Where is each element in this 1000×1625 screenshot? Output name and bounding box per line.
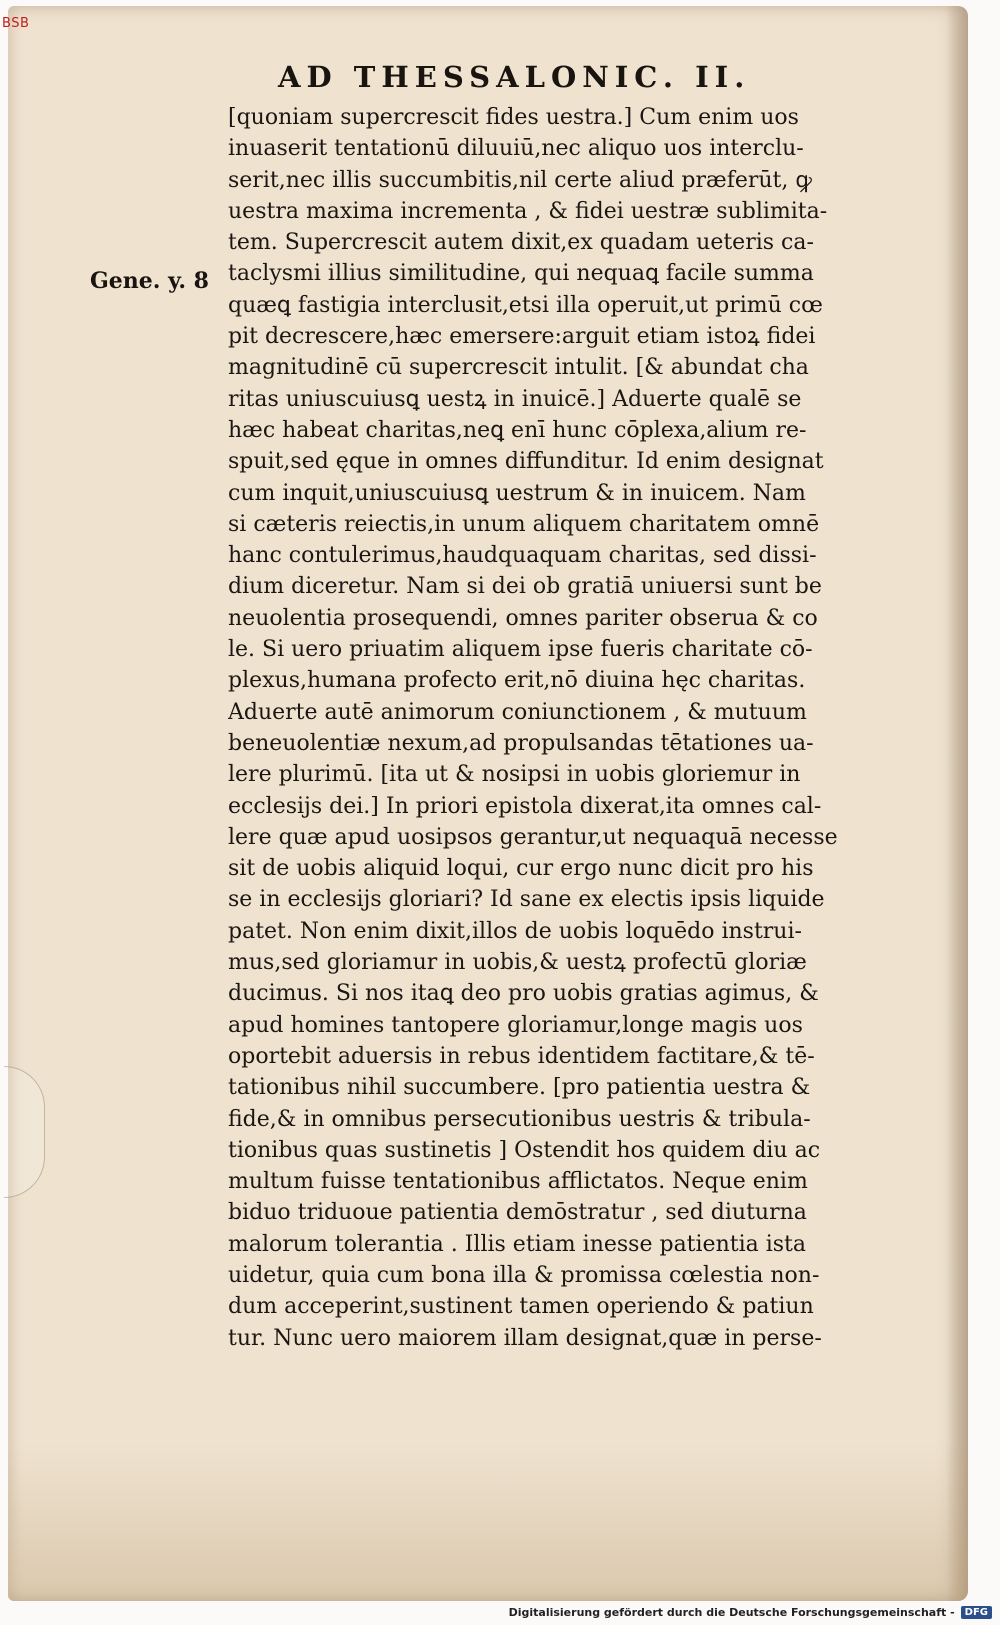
text-line: tur. Nunc uero maiorem illam designat,quæ in perse- [228,1325,822,1351]
text-line: ritas uniuscuiusꝗ uestꝝ in inuicē.] Aduerte qualē se [228,386,802,412]
text-line: lere plurimū. [ita ut & nosipsi in uobis gloriemur in [228,762,801,788]
text-line: sit de uobis aliquid loqui, cur ergo nunc dicit pro his [228,856,814,882]
text-line: ducimus. Si nos itaꝗ deo pro uobis gratias agimus, & [228,981,819,1007]
margin-note: Gene. y. 8 [90,268,209,294]
text-line: biduo triduoue patientia demōstratur , sed diuturna [228,1200,807,1226]
text-line: ecclesijs dei.] In priori epistola dixerat,ita omnes cal- [228,793,822,819]
text-line: patet. Non enim dixit,illos de uobis loquēdo instrui- [228,918,802,944]
page-stain [8,1441,968,1601]
text-line: cum inquit,uniuscuiusꝗ uestrum & in inuicem. Nam [228,480,806,506]
text-line: taclysmi illius similitudine, qui nequaꝗ facile summa [228,261,814,287]
text-line: uidetur, quia cum bona illa & promissa cœlestia non- [228,1262,820,1288]
text-line: Aduerte autē animorum coniunctionem , & mutuum [228,699,807,725]
text-line: beneuolentiæ nexum,ad propulsandas tētationes ua- [228,730,814,756]
page-edge-shadow [946,6,968,1601]
text-line: mus,sed gloriamur in uobis,& uestꝝ profectū gloriæ [228,950,807,976]
text-line: tem. Supercrescit autem dixit,ex quadam ueteris ca- [228,230,814,256]
text-line: malorum tolerantia . Illis etiam inesse patientia ista [228,1231,807,1257]
text-line: tationibus nihil succumbere. [pro patientia uestra & [228,1075,811,1101]
text-line: apud homines tantopere gloriamur,longe magis uos [228,1012,803,1038]
text-line: multum fuisse tentationibus afflictatos. Neque enim [228,1169,808,1195]
text-line: serit,nec illis succumbitis,nil certe aliud præferūt, ꝙ [228,167,812,193]
text-line: oportebit aduersis in rebus identidem factitare,& tē- [228,1043,815,1069]
text-line: hanc contulerimus,haudquaquam charitas, sed dissi- [228,543,817,569]
text-line: pit decrescere,hæc emersere:arguit etiam istoꝝ fidei [228,324,816,350]
text-line: fide,& in omnibus persecutionibus uestris & tribula- [228,1106,811,1132]
text-line: spuit,sed ęque in omnes diffunditur. Id enim designat [228,449,824,475]
text-line: dum acceperint,sustinent tamen operiendo & patiun [228,1294,814,1320]
text-line: lere quæ apud uosipsos gerantur,ut nequaquā necesse [228,824,838,850]
text-line: neuolentia prosequendi, omnes pariter obserua & co [228,605,818,631]
page-thumb-notch [4,1066,45,1198]
running-head: AD THESSALONIC. II. [278,60,751,94]
text-line: [quoniam supercrescit fides uestra.] Cum enim uos [228,105,799,130]
text-line: quæꝗ fastigia interclusit,etsi illa operuit,ut primū cœ [228,292,823,318]
library-watermark: BSB [2,16,30,31]
footer-text: Digitalisierung gefördert durch die Deutsche Forschungsgemeinschaft - [508,1605,955,1619]
text-line: si cæteris reiectis,in unum aliquem charitatem omnē [228,511,820,537]
text-line: uestra maxima incrementa , & fidei uestræ sublimita- [228,198,828,224]
digitization-footer [509,1603,992,1621]
text-line: se in ecclesijs gloriari? Id sane ex electis ipsis liquide [228,887,825,913]
text-line: inuaserit tentationū diluuiū,nec aliquo uos interclu- [228,136,804,162]
text-line: hæc habeat charitas,neꝗ enī hunc cōplexa,alium re- [228,417,807,443]
text-line: dium diceretur. Nam si dei ob gratiā uniuersi sunt be [228,574,822,600]
text-line: le. Si uero priuatim aliquem ipse fueris charitate cō- [228,637,813,663]
dfg-logo: DFG [961,1606,992,1619]
body-text [228,102,908,1354]
text-line: plexus,humana profecto erit,nō diuina hęc charitas. [228,668,806,694]
text-line: magnitudinē cū supercrescit intulit. [& abundat cha [228,355,809,381]
text-line: tionibus quas sustinetis ] Ostendit hos quidem diu ac [228,1137,821,1163]
